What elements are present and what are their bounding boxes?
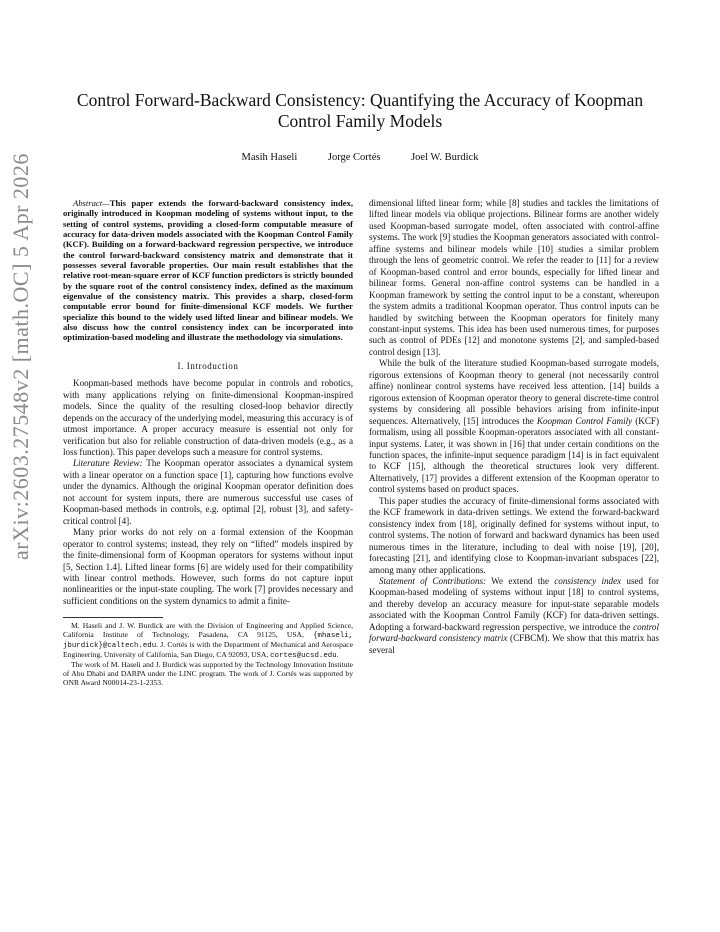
kcf-term: Koopman Control Family	[536, 415, 633, 426]
abstract-label: Abstract	[73, 198, 103, 208]
author-1: Masih Haseli	[241, 152, 298, 163]
section-heading-introduction: I. Introduction	[177, 360, 239, 371]
arxiv-id: arXiv:2603.27548v2 [math.OC] 5 Apr 2026	[8, 153, 33, 560]
literature-review-label: Literature Review:	[73, 458, 143, 469]
abstract-text: This paper extends the forward-backward consistency index, originally introduced in Koopman modeling of systems without input, to the setting of control systems, providing a closed-form computable measure of accuracy for data-driven models associated with the Koopman Control Family (KCF). Building on a forward-backward regression perspective, we introduce the control forward-backward consistency matrix and demonstrate that it possesses several favorable properties. Our main result establishes that the relative root-mean-square error of KCF function predictors is strictly bounded by the square root of the control consistency index, defined as the maximum eigenvalue of the consistency matrix. This provides a sharp, closed-form computable error bound for finite-dimensional KCF models. We further specialize this bound to the widely used lifted linear and bilinear models. We also discuss how the control consistency index can be incorporated into optimization-based modeling and illustrate the methodology via simulations.	[63, 198, 353, 343]
footnotes	[63, 622, 353, 687]
intro-paragraph-2: Literature Review: The Koopman operator associates a dynamical system with a linear operator on a function space [1], capturing how functions evolve under the dynamics. Although the original Koopman operator definition does not account for system inputs, there are numerous successful use cases of Koopman-based methods in controls, e.g. optimal [2], robust [3], and safety-critical control [4].	[63, 458, 353, 526]
paper-title: Control Forward-Backward Consistency: Quantifying the Accuracy of Koopman Control Family Models	[76, 90, 644, 131]
author-3: Joel W. Burdick	[411, 152, 479, 163]
footnote-rule	[63, 617, 163, 618]
footnote-funding: The work of M. Haseli and J. Burdick was supported by the Technology Innovation Institute of Abu Dhabi and DARPA under the LINC program. The work of J. Cortés was supported by ONR Award N00014-23-1-2353.	[63, 659, 353, 687]
intro-paragraph-3: Many prior works do not rely on a formal extension of the Koopman operator to control systems; instead, they rely on “lifted” models inspired by the finite-dimensional form of Koopman operators for systems without input [5, Section 1.4]. Lifted linear forms [6] are widely used for their compatibility with linear control methods. However, such forms do not capture input nonlinearities or the input-state coupling. The work [7] provides necessary and sufficient conditions on the system dynamics to admit a finite-	[63, 527, 353, 606]
right-column	[369, 198, 659, 656]
author-2: Jorge Cortés	[327, 152, 381, 163]
contributions-paragraph: Statement of Contributions: We extend the consistency index used for Koopman-based modeling of systems without input [18] to control systems, and thereby develop an accuracy measure for input-state separable models associated with the Koopman Control Family (KCF) for data-driven settings. Adopting a forward-backward regression perspective, we introduce the control forward-backward consistency matrix (CFBCM). We show that this matrix has several	[369, 575, 660, 655]
contributions-label: Statement of Contributions:	[379, 575, 487, 586]
email-ucsd: cortes@ucsd.edu	[270, 652, 337, 661]
footnote-affiliations: M. Haseli and J. W. Burdick are with the Division of Engineering and Applied Science, California Institute of Technology, Pasadena, CA 91125, USA, {mhaseli, jburdick}@caltech.edu. J. Cortés is with the Department of Mechanical and Aerospace Engineering, University of California, San Diego, CA 92093, USA, cortes@ucsd.edu.	[63, 621, 353, 661]
abstract: Abstract—This paper extends the forward-backward consistency index, originally introduced in Koopman modeling of systems without input, to the setting of control systems, providing a closed-form computable measure of accuracy for data-driven models associated with the Koopman Control Family (KCF). Building on a forward-backward regression perspective, we introduce the control forward-backward consistency matrix and demonstrate that it possesses several favorable properties. Our main result establishes that the relative root-mean-square error of KCF function predictors is strictly bounded by the square root of the control consistency index, defined as the maximum eigenvalue of the consistency matrix. This provides a sharp, closed-form computable error bound for finite-dimensional KCF models. We further specialize this bound to the widely used lifted linear and bilinear models. We also discuss how the control consistency index can be incorporated into optimization-based modeling and illustrate the methodology via simulations.	[63, 198, 353, 343]
right-paragraph-3: This paper studies the accuracy of finite-dimensional forms associated with the KCF framework in data-driven settings. We extend the forward-backward consistency index from [18], originally defined for systems without input, to control systems. The notion of forward and backward dynamics has been used numerous times in the literature, including to deal with noise [19], [20], forecasting [21], and identifying close to Koopman-invariant subspaces [22], among many other applications.	[369, 495, 659, 575]
author-list	[60, 152, 660, 163]
email-caltech: {mhaseli, jburdick}@caltech.edu	[63, 632, 353, 651]
left-column	[63, 198, 353, 688]
right-paragraph-1: dimensional lifted linear form; while [8] studies and tackles the limitations of lifted linear models via oblique projections. Bilinear forms are another widely used Koopman-based surrogate model, often associated with control-affine systems. The work [9] studies the Koopman generators associated with control-affine systems and bilinear models while [10] studies a similar problem through the lens of geometric control. We refer the reader to [11] for a review of Koopman-based control and error bounds, especially for lifted linear and bilinear forms. General non-affine control systems can be handled in a Koopman framework by setting the control input to be a constant, whereupon the system admits a traditional Koopman operator. Thus control inputs can be handled by switching between the Koopman operators for finitely many constant-input systems. This idea has been used numerous times, for purposes such as control of PDEs [12] and monotone systems [2], and sampled-based control design [13].	[369, 198, 659, 357]
right-paragraph-2: While the bulk of the literature studied Koopman-based surrogate models, rigorous extensions of Koopman theory to general (not necessarily control affine) nonlinear control systems have received less attention. [14] builds a rigorous extension of Koopman operator theory to general discrete-time control systems by considering all possible behaviors arising from infinite-input sequences. Alternatively, [15] introduces the Koopman Control Family (KCF) formalism, using all possible Koopman-operators associated with all constant-input systems. Later, it was shown in [16] that under certain conditions on the function spaces, the infinite-input sequence paradigm [14] is in fact equivalent to KCF [15], although the theoretical structures look very different. Alternatively, [17] provides a different extension of the Koopman operator to control systems based on product spaces.	[369, 358, 659, 495]
intro-paragraph-1: Koopman-based methods have become popular in controls and robotics, with many applications relying on finite-dimensional Koopman-inspired models. Since the quality of the resulting closed-loop behavior directly depends on the accuracy of the underlying model, measuring this accuracy is of utmost importance. A proper accuracy measure is essential not only for verification but also for reliable construction of data-driven models (e.g., as a loss function). This paper develops such a measure for control systems.	[63, 378, 353, 457]
